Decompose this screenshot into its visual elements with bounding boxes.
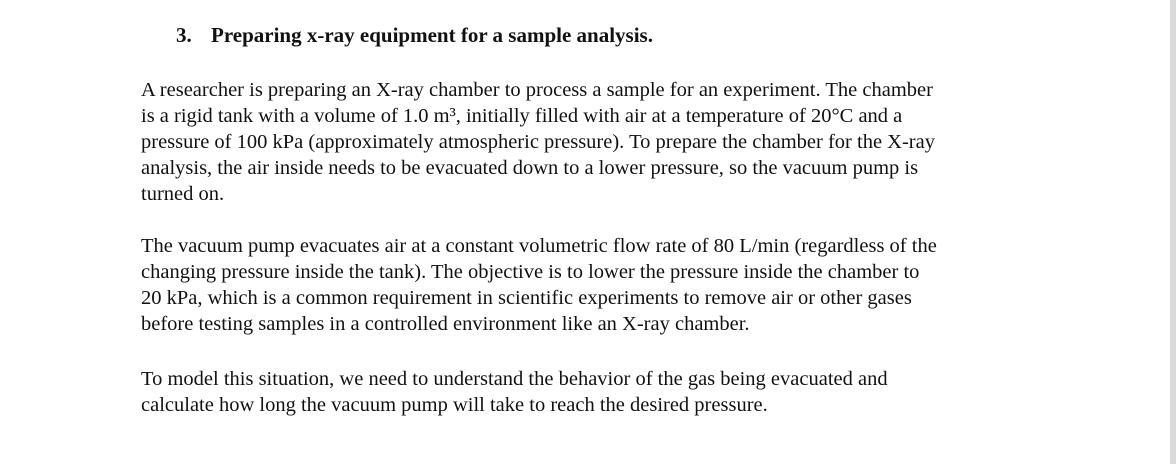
paragraph-line: The vacuum pump evacuates air at a constant volumetric flow rate of 80 L/min (regardless of the [141,235,937,257]
paragraph-line: before testing samples in a controlled environment like an X-ray chamber. [141,313,750,335]
problem-number: 3. [176,23,192,47]
paragraph-scenario [141,77,1041,207]
paragraph-line: pressure of 100 kPa (approximately atmospheric pressure). To prepare the chamber for the X-ray [141,131,935,153]
problem-title: Preparing x-ray equipment for a sample analysis. [211,23,653,47]
paragraph-model [141,366,1041,418]
page-edge [1170,0,1176,464]
paragraph-line: A researcher is preparing an X-ray chamber to process a sample for an experiment. The chamber [141,79,933,101]
problem-heading [176,22,653,48]
paragraph-line: To model this situation, we need to understand the behavior of the gas being evacuated and [141,368,888,390]
paragraph-line: 20 kPa, which is a common requirement in scientific experiments to remove air or other gases [141,287,912,309]
paragraph-line: analysis, the air inside needs to be evacuated down to a lower pressure, so the vacuum pump is [141,157,919,179]
paragraph-line: calculate how long the vacuum pump will take to reach the desired pressure. [141,394,768,416]
paragraph-line: changing pressure inside the tank). The objective is to lower the pressure inside the chamber to [141,261,920,283]
paragraph-line: is a rigid tank with a volume of 1.0 m³, initially filled with air at a temperature of 20°C and a [141,105,903,127]
paragraph-pump [141,233,1041,337]
paragraph-line: turned on. [141,183,225,205]
